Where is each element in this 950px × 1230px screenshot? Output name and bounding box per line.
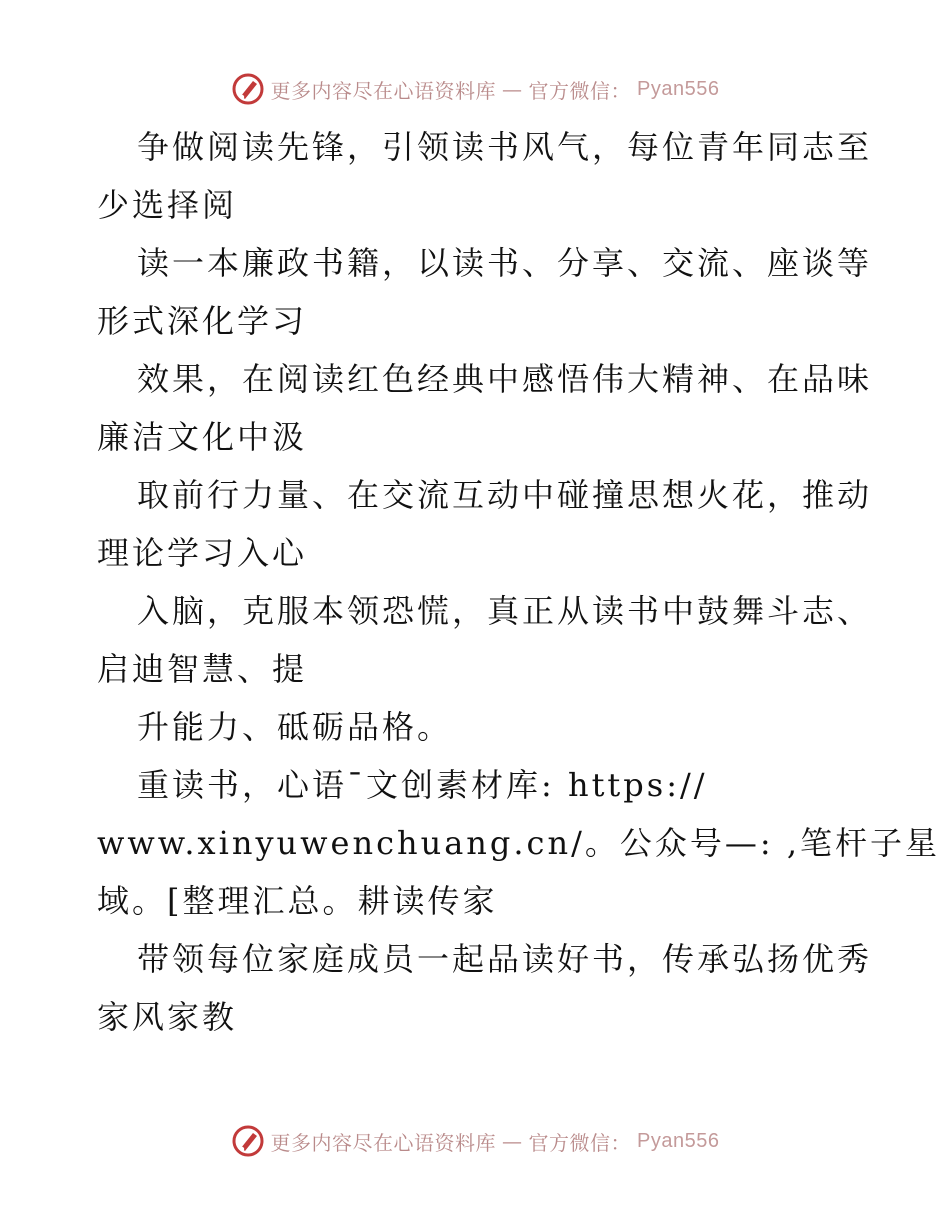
text-line: 少选择阅 bbox=[97, 186, 238, 224]
footer-site-text: 更多内容尽在心语资料库 bbox=[270, 1130, 497, 1155]
pen-seal-logo-icon bbox=[231, 72, 265, 106]
header-dash: — bbox=[502, 77, 523, 101]
text-line: 廉洁文化中汲 bbox=[97, 418, 308, 456]
text-line: 理论学习入心 bbox=[97, 534, 308, 572]
text-line: 形式深化学习 bbox=[97, 302, 308, 340]
page-footer-watermark bbox=[0, 1124, 950, 1158]
text-line: 家风家教 bbox=[97, 998, 238, 1036]
page-header-watermark bbox=[0, 72, 950, 106]
footer-wechat-id: Pyan556 bbox=[637, 1129, 720, 1152]
text-line: 入脑，克服本领恐慌，真正从读书中鼓舞斗志、 bbox=[137, 592, 873, 630]
footer-wechat-label: 官方微信： bbox=[528, 1130, 632, 1155]
text-line: 取前行力量、在交流互动中碰撞思想火花，推动 bbox=[137, 476, 873, 514]
text-line: 效果，在阅读红色经典中感悟伟大精神、在品味 bbox=[137, 360, 873, 398]
text-line: 重读书，心语¯文创素材库: https:// bbox=[137, 766, 708, 804]
header-wechat-label: 官方微信： bbox=[528, 78, 632, 103]
text-line: 读一本廉政书籍，以读书、分享、交流、座谈等 bbox=[137, 244, 873, 282]
footer-dash: — bbox=[502, 1129, 523, 1153]
text-line: 争做阅读先锋，引领读书风气，每位青年同志至 bbox=[137, 128, 873, 166]
text-line: 域。[整理汇总。耕读传家 bbox=[97, 882, 498, 920]
header-site-text: 更多内容尽在心语资料库 bbox=[270, 78, 497, 103]
text-line: www.xinyuwenchuang.cn/。公众号—: ,笔杆子星 bbox=[97, 824, 940, 862]
pen-seal-logo-icon bbox=[231, 1124, 265, 1158]
text-line: 启迪智慧、提 bbox=[97, 650, 308, 688]
text-line: 带领每位家庭成员一起品读好书，传承弘扬优秀 bbox=[137, 940, 873, 978]
header-wechat-id: Pyan556 bbox=[637, 77, 720, 100]
document-body bbox=[97, 118, 940, 1046]
text-line: 升能力、砥砺品格。 bbox=[137, 708, 453, 746]
